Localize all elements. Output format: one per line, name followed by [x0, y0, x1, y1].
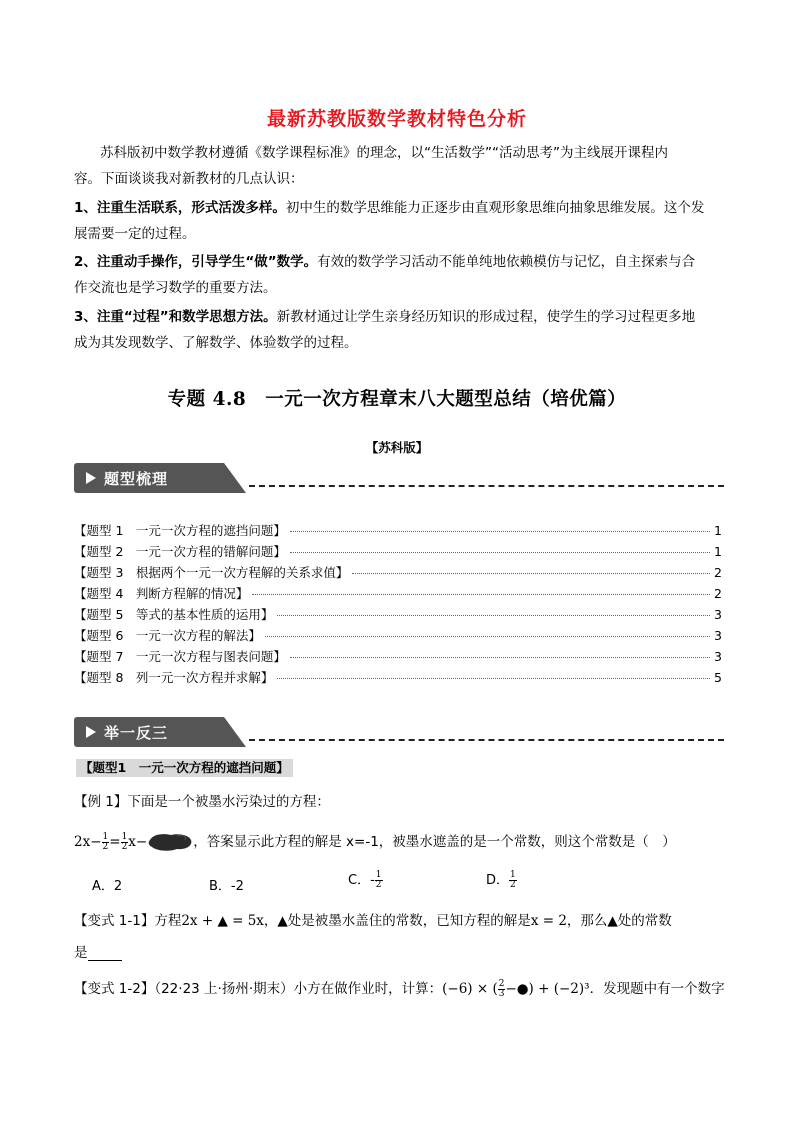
option-letter: A． [92, 879, 114, 894]
toc-leader-dots [290, 552, 710, 553]
intro-paragraph-1-cont [74, 166, 724, 192]
toc-label: 【题型 5 等式的基本性质的运用】 [74, 607, 274, 622]
play-triangle-icon [86, 726, 96, 738]
example-1-equation-line [74, 830, 729, 854]
variant-text: ．发现题中有一个数字 [589, 981, 725, 997]
variant-text: （22·23 上·扬州·期末）小方在做作业时，计算： [154, 981, 443, 997]
toc-leader-dots [352, 573, 710, 574]
toc-leader-dots [277, 615, 710, 616]
variant-text: ，▲处是被墨水盖住的常数，已知方程的解是 [263, 913, 531, 929]
intro-item-2 [74, 249, 724, 275]
toc-page-number: 1 [714, 523, 722, 538]
intro-item-3 [74, 304, 724, 330]
option-c[interactable] [348, 869, 383, 890]
equation-equals: = [109, 834, 121, 850]
variant-text: 是 [74, 945, 88, 961]
fraction: $\frac{1}{2}$ [121, 831, 128, 852]
intro-item-2-text: 有效的数学学习活动不能单纯地依赖模仿与记忆，自主探索与合 [317, 254, 696, 270]
intro-item-2-cont-text: 作交流也是学习数学的重要方法。 [74, 280, 277, 296]
banner-tab [74, 463, 224, 493]
toc-row[interactable] [74, 563, 722, 584]
toc-label: 【题型 2 一元一次方程的错解问题】 [74, 544, 286, 559]
intro-item-3-heading: 3、注重“过程”和数学思想方法。 [74, 309, 277, 325]
toc-page-number: 2 [714, 565, 722, 580]
toc-label: 【题型 4 判断方程解的情况】 [74, 586, 249, 601]
toc-row[interactable] [74, 584, 722, 605]
toc-label: 【题型 1 一元一次方程的遮挡问题】 [74, 523, 286, 538]
banner-tab [74, 717, 224, 747]
example-label: 【例 1】 [74, 794, 128, 810]
banner-label: 题型梳理 [104, 470, 169, 488]
toc-row[interactable] [74, 668, 722, 689]
option-letter: D． [486, 873, 510, 888]
variant-1-1-line [74, 909, 729, 929]
page-red-title: 最新苏教版数学教材特色分析 [266, 108, 527, 130]
toc-row[interactable] [74, 542, 722, 563]
answer-blank[interactable] [88, 946, 122, 961]
intro-item-2-cont [74, 275, 724, 301]
variant-equation: 2x + ▲ = 5x [181, 913, 264, 929]
toc-label: 【题型 8 列一元一次方程并求解】 [74, 670, 274, 685]
intro-p1-cont-text: 容。下面谈谈我对新教材的几点认识： [74, 171, 304, 187]
toc-row[interactable] [74, 521, 722, 542]
fraction: $\frac{2}{3}$ [498, 978, 505, 999]
toc-page-number: 3 [714, 649, 722, 664]
option-letter: C．- [348, 873, 375, 888]
toc-row[interactable] [74, 605, 722, 626]
variant-text: ，那么▲处的常数 [566, 913, 672, 929]
intro-item-3-text: 新教材通过让学生亲身经历知识的形成过程，使学生的学习过程更多地 [276, 309, 696, 325]
edition-label: 【苏科版】 [365, 440, 429, 455]
intro-item-1-cont-text: 展需要一定的过程。 [74, 226, 196, 242]
example-1-line [74, 790, 729, 810]
option-a[interactable] [92, 875, 122, 894]
equation-x: x− [128, 834, 148, 850]
toc-row[interactable] [74, 647, 722, 668]
toc-leader-dots [252, 594, 710, 595]
variant-label: 【变式 1-2】 [74, 981, 155, 997]
variant-expression: (−6) × ( [442, 981, 498, 997]
variant-label: 【变式 1-1】 [74, 913, 155, 929]
intro-paragraph-1 [74, 140, 724, 166]
option-value: 2 [113, 879, 123, 894]
fraction: $\frac{1}{2}$ [102, 831, 109, 852]
play-triangle-icon [86, 472, 96, 484]
toc-label: 【题型 3 根据两个一元一次方程解的关系求值】 [74, 565, 349, 580]
variant-1-1-cont [74, 941, 729, 961]
intro-item-2-heading: 2、注重动手操作，引导学生“做”数学。 [74, 254, 318, 270]
toc-page-number: 5 [714, 670, 722, 685]
intro-p1-text: 苏科版初中数学教材遵循《数学课程标准》的理念，以“生活数学”“活动思考”为主线展开课程内 [100, 145, 668, 161]
variant-1-2-line [74, 977, 729, 999]
option-letter: B． [209, 879, 231, 894]
option-d[interactable] [486, 869, 517, 890]
toc-page-number: 2 [714, 586, 722, 601]
intro-item-1-heading: 1、注重生活联系，形式活泼多样。 [74, 200, 286, 216]
toc-leader-dots [290, 657, 710, 658]
banner-label: 举一反三 [104, 724, 169, 742]
intro-item-3-cont-text: 成为其发现数学、了解数学、体验数学的过程。 [74, 335, 358, 351]
equation-tail: ，答案显示此方程的解是 x=-1，被墨水遮盖的是一个常数，则这个常数是（ ） [193, 834, 676, 850]
equation-left: 2x− [74, 834, 102, 850]
subject-title: 专题 4.8 一元一次方程章末八大题型总结（培优篇） [167, 389, 627, 410]
toc-row[interactable] [74, 626, 722, 647]
toc-label: 【题型 7 一元一次方程与图表问题】 [74, 649, 286, 664]
variant-text: 方程 [154, 913, 182, 929]
toc-label: 【题型 6 一元一次方程的解法】 [74, 628, 261, 643]
toc-leader-dots [265, 636, 710, 637]
section-banner-practice [74, 717, 724, 747]
toc-page-number: 3 [714, 607, 722, 622]
intro-item-1-cont [74, 221, 724, 247]
dash-dot-rule [249, 485, 724, 487]
intro-item-1 [74, 195, 724, 221]
toc-leader-dots [277, 678, 710, 679]
ink-blot-icon [147, 832, 193, 852]
option-b[interactable] [209, 875, 244, 894]
fraction: $\frac{1}{2}$ [375, 870, 382, 890]
toc-page-number: 3 [714, 628, 722, 643]
toc-page-number: 1 [714, 544, 722, 559]
table-of-contents [74, 521, 722, 689]
example-text: 下面是一个被墨水污染过的方程： [127, 794, 330, 810]
section-banner-overview [74, 463, 724, 493]
variant-expression: −●) + (−2)³ [505, 981, 590, 997]
dash-dot-rule [249, 739, 724, 741]
fraction: $\frac{1}{2}$ [510, 870, 516, 890]
variant-solution: x = 2 [530, 913, 567, 929]
intro-item-1-text: 初中生的数学思维能力正逐步由直观形象思维向抽象思维发展。这个发 [285, 200, 705, 216]
question-type-tag: 【题型1 一元一次方程的遮挡问题】 [76, 759, 293, 777]
intro-item-3-cont [74, 330, 724, 356]
toc-leader-dots [290, 531, 710, 532]
option-value: -2 [230, 879, 244, 894]
